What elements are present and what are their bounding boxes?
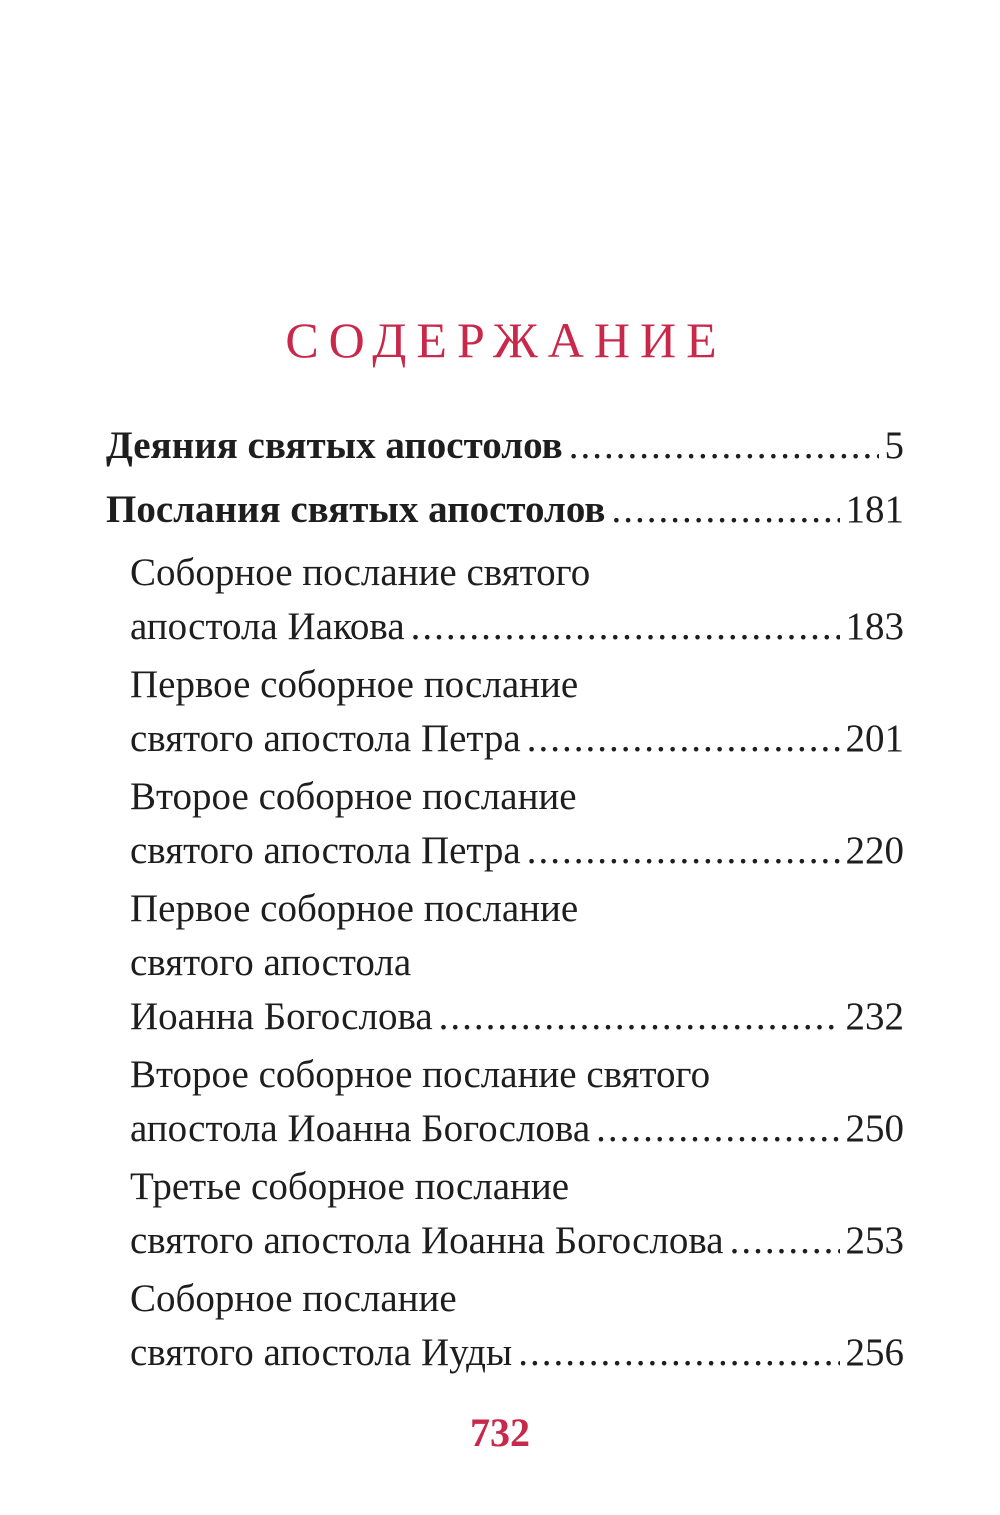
toc-entry-title: Второе соборное послание святого	[130, 1053, 711, 1096]
toc-page-number: 201	[845, 717, 904, 760]
toc-page-number: 181	[845, 488, 904, 531]
dot-leader	[527, 824, 840, 878]
toc-page-number: 183	[845, 605, 904, 648]
toc-page-number: 5	[884, 424, 904, 467]
toc-entry-title: Второе соборное послание	[130, 775, 577, 818]
toc-entry-title: апостола Иакова	[130, 605, 405, 648]
toc-entry-title: Первое соборное послание	[130, 887, 579, 930]
toc-page-number: 232	[845, 995, 904, 1038]
toc-page-number: 220	[845, 829, 904, 872]
toc-page-number: 250	[845, 1107, 904, 1150]
dot-leader	[518, 1326, 839, 1380]
toc-entry-title: святого апостола Петра	[130, 717, 521, 760]
toc-entry-title: святого апостола Иоанна Богослова	[130, 1219, 724, 1262]
toc-entry-title: святого апостола Иуды	[130, 1331, 513, 1374]
table-of-contents	[106, 418, 904, 1384]
toc-entry[interactable]	[106, 418, 904, 474]
page-number: 732	[470, 1410, 530, 1455]
toc-entry[interactable]	[106, 546, 904, 654]
toc-entry-title: апостола Иоанна Богослова	[130, 1107, 591, 1150]
toc-entry[interactable]	[106, 658, 904, 766]
toc-entry[interactable]	[106, 482, 904, 538]
toc-entry-title: Иоанна Богослова	[130, 995, 433, 1038]
toc-entry-title: Деяния святых апостолов	[106, 424, 563, 467]
toc-entry[interactable]	[106, 1048, 904, 1156]
toc-entry-title: Соборное послание святого	[130, 551, 591, 594]
dot-leader	[596, 1102, 839, 1156]
dot-leader	[730, 1214, 840, 1268]
toc-entry-title: святого апостола	[130, 941, 412, 984]
toc-entry[interactable]	[106, 882, 904, 1044]
dot-leader	[439, 990, 840, 1044]
toc-entry-title: Послания святых апостолов	[106, 488, 606, 531]
toc-entry-title: Соборное послание	[130, 1277, 457, 1320]
toc-entry-title: Третье соборное послание	[130, 1165, 570, 1208]
toc-entry[interactable]	[106, 770, 904, 878]
dot-leader	[612, 482, 840, 538]
toc-page-number: 256	[845, 1331, 904, 1374]
page-title: СОДЕРЖАНИЕ	[285, 312, 727, 368]
toc-entry-title: Первое соборное послание	[130, 663, 579, 706]
toc-entry[interactable]	[106, 1160, 904, 1268]
dot-leader	[569, 418, 879, 474]
dot-leader	[527, 712, 840, 766]
toc-page-number: 253	[845, 1219, 904, 1262]
toc-entry[interactable]	[106, 1272, 904, 1380]
dot-leader	[411, 600, 840, 654]
toc-entry-title: святого апостола Петра	[130, 829, 521, 872]
